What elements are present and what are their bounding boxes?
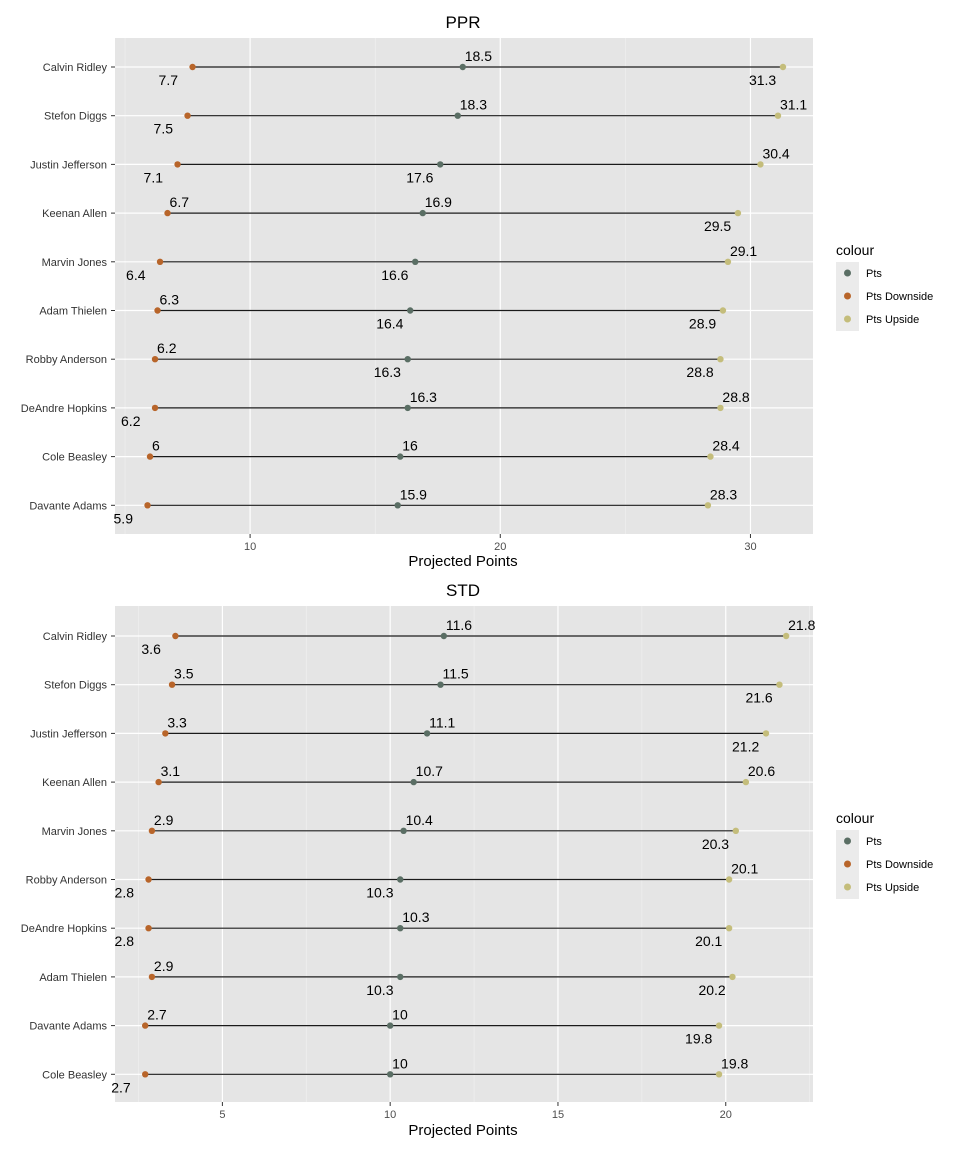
- ppr-point-pts-7: [405, 405, 411, 411]
- ppr-point-downside-6: [152, 356, 158, 362]
- std-value-label-pts-1: 11.5: [442, 665, 469, 682]
- std-value-label-pts-0: 11.6: [445, 617, 473, 633]
- ppr-y-tick-label-7: DeAndre Hopkins: [20, 402, 107, 415]
- ppr-value-label-downside-3: 6.7: [169, 194, 190, 211]
- std-value-label-downside-5: 2.8: [114, 884, 135, 901]
- std-value-label-upside-9: 19.8: [721, 1055, 749, 1072]
- std-value-label-downside-8: 2.7: [147, 1006, 167, 1023]
- ppr-value-label-downside-4: 6.4: [126, 266, 146, 283]
- std-value-label-pts-5: 10.3: [366, 884, 394, 901]
- ppr-value-label-upside-1: 31.1: [779, 96, 808, 113]
- ppr-value-label-upside-6: 28.8: [686, 364, 714, 381]
- std-point-upside-1: [776, 682, 782, 688]
- ppr-value-label-upside-3: 29.5: [703, 218, 732, 235]
- ppr-point-downside-1: [184, 113, 190, 119]
- ppr-value-label-pts-0: 18.5: [464, 48, 492, 64]
- ppr-point-downside-5: [154, 307, 160, 313]
- std-value-label-pts-8: 10: [392, 1006, 408, 1023]
- ppr-y-tick-label-4: Marvin Jones: [41, 256, 107, 269]
- std-point-downside-5: [145, 876, 151, 882]
- ppr-point-upside-9: [705, 502, 711, 508]
- ppr-point-upside-2: [757, 161, 763, 167]
- std-value-label-downside-0: 3.6: [141, 641, 161, 657]
- std-value-label-downside-4: 2.9: [153, 811, 174, 828]
- ppr-point-upside-8: [707, 453, 713, 459]
- ppr-legend-label-2: Pts Upside: [866, 314, 920, 326]
- ppr-legend-title: colour: [836, 242, 875, 258]
- ppr-point-pts-4: [412, 259, 418, 265]
- std-y-tick-label-8: Davante Adams: [29, 1020, 107, 1033]
- ppr-value-label-pts-6: 16.3: [373, 364, 401, 381]
- std-value-label-upside-5: 20.1: [731, 860, 759, 877]
- std-value-label-upside-0: 21.8: [788, 617, 816, 633]
- ppr-value-label-upside-2: 30.4: [762, 145, 790, 162]
- std-legend-key-1: [844, 861, 851, 868]
- std-x-tick-label-10: 10: [384, 1109, 397, 1121]
- ppr-value-label-upside-8: 28.4: [712, 437, 740, 454]
- std-title: STD: [446, 581, 480, 600]
- ppr-y-tick-label-6: Robby Anderson: [25, 354, 107, 367]
- std-value-label-pts-7: 10.3: [366, 981, 394, 998]
- ppr-value-label-upside-5: 28.9: [688, 315, 717, 332]
- ppr-point-upside-1: [775, 113, 781, 119]
- ppr-y-tick-label-5: Adam Thielen: [39, 305, 107, 318]
- ppr-point-downside-4: [157, 259, 163, 265]
- ppr-value-label-downside-9: 5.9: [113, 510, 133, 527]
- std-value-label-downside-7: 2.9: [153, 957, 174, 974]
- std-point-downside-8: [142, 1022, 148, 1028]
- ppr-point-upside-3: [735, 210, 741, 216]
- ppr-point-pts-2: [437, 161, 443, 167]
- std-value-label-pts-4: 10.4: [405, 811, 433, 828]
- std-value-label-downside-3: 3.1: [160, 763, 181, 780]
- ppr-legend-key-0: [844, 270, 851, 277]
- ppr-value-label-upside-7: 28.8: [722, 388, 750, 405]
- std-point-upside-6: [726, 925, 732, 931]
- std-value-label-upside-1: 21.6: [745, 689, 773, 706]
- ppr-value-label-downside-0: 7.7: [158, 72, 179, 88]
- std-point-pts-4: [400, 828, 406, 834]
- std-value-label-upside-8: 19.8: [685, 1030, 713, 1047]
- std-point-upside-8: [716, 1022, 722, 1028]
- ppr-x-axis-label: Projected Points: [408, 553, 518, 570]
- std-x-tick-label-15: 15: [551, 1109, 565, 1121]
- std-point-upside-7: [729, 974, 735, 980]
- std-legend-title: colour: [836, 810, 875, 826]
- std-point-pts-0: [441, 633, 447, 639]
- ppr-value-label-downside-2: 7.1: [143, 169, 164, 186]
- std-value-label-downside-2: 3.3: [167, 714, 187, 731]
- std-point-upside-0: [783, 633, 789, 639]
- std-value-label-pts-6: 10.3: [402, 909, 430, 926]
- ppr-value-label-downside-5: 6.3: [159, 291, 179, 308]
- std-legend-label-2: Pts Upside: [866, 882, 920, 894]
- ppr-point-upside-4: [725, 259, 731, 265]
- ppr-point-upside-5: [720, 307, 726, 313]
- ppr-point-pts-9: [395, 502, 401, 508]
- std-legend-label-0: Pts: [866, 836, 882, 848]
- std-legend-key-0: [844, 838, 851, 845]
- std-point-pts-1: [437, 682, 443, 688]
- std-value-label-pts-2: 11.1: [429, 714, 456, 731]
- std-point-pts-2: [424, 730, 430, 736]
- ppr-x-tick-label-30: 30: [744, 541, 757, 553]
- ppr-point-downside-0: [189, 64, 195, 70]
- ppr-point-upside-7: [717, 405, 723, 411]
- ppr-legend-key-2: [844, 316, 851, 323]
- ppr-value-label-downside-7: 6.2: [121, 412, 141, 429]
- std-point-downside-1: [169, 682, 175, 688]
- std-point-upside-5: [726, 876, 732, 882]
- std-point-pts-5: [397, 876, 403, 882]
- std-panel: [21, 581, 933, 1139]
- std-point-downside-0: [172, 633, 178, 639]
- std-point-pts-6: [397, 925, 403, 931]
- ppr-value-label-upside-9: 28.3: [709, 486, 738, 503]
- std-point-downside-7: [149, 974, 155, 980]
- std-x-tick-label-20: 20: [719, 1109, 732, 1121]
- std-value-label-pts-9: 10: [392, 1055, 408, 1072]
- ppr-value-label-pts-3: 16.9: [424, 194, 452, 211]
- ppr-y-tick-label-3: Keenan Allen: [42, 208, 107, 221]
- std-point-upside-4: [733, 828, 739, 834]
- ppr-value-label-pts-8: 16: [402, 437, 418, 454]
- ppr-point-downside-8: [147, 453, 153, 459]
- ppr-y-tick-label-8: Cole Beasley: [42, 451, 107, 464]
- std-legend-label-1: Pts Downside: [866, 859, 934, 871]
- std-y-tick-label-7: Adam Thielen: [39, 971, 107, 984]
- ppr-x-tick-label-10: 10: [243, 541, 257, 553]
- ppr-y-tick-label-1: Stefon Diggs: [44, 110, 107, 123]
- std-value-label-pts-3: 10.7: [415, 763, 443, 780]
- std-point-pts-7: [397, 974, 403, 980]
- ppr-y-tick-label-9: Davante Adams: [29, 500, 107, 513]
- std-value-label-upside-4: 20.3: [701, 835, 730, 852]
- ppr-value-label-pts-4: 16.6: [381, 266, 409, 283]
- std-value-label-downside-6: 2.8: [114, 933, 135, 950]
- std-y-tick-label-3: Keenan Allen: [42, 777, 107, 790]
- std-legend-key-2: [844, 884, 851, 891]
- std-point-pts-8: [387, 1022, 393, 1028]
- std-value-label-downside-9: 2.7: [111, 1079, 131, 1096]
- ppr-value-label-upside-4: 29.1: [729, 242, 758, 259]
- std-point-upside-9: [716, 1071, 722, 1077]
- ppr-value-label-pts-7: 16.3: [409, 388, 437, 405]
- std-point-pts-9: [387, 1071, 393, 1077]
- ppr-point-pts-5: [407, 307, 413, 313]
- ppr-point-upside-0: [780, 64, 786, 70]
- std-y-tick-label-0: Calvin Ridley: [42, 631, 107, 643]
- std-value-label-upside-6: 20.1: [695, 933, 723, 950]
- ppr-value-label-pts-2: 17.6: [406, 169, 434, 186]
- ppr-point-downside-2: [174, 161, 180, 167]
- ppr-title: PPR: [445, 13, 481, 32]
- ppr-legend-key-1: [844, 293, 851, 300]
- std-y-tick-label-4: Marvin Jones: [41, 825, 107, 838]
- std-y-tick-label-2: Justin Jefferson: [30, 728, 107, 741]
- ppr-value-label-downside-1: 7.5: [153, 120, 174, 137]
- std-value-label-downside-1: 3.5: [174, 665, 194, 682]
- std-y-tick-label-1: Stefon Diggs: [44, 679, 107, 692]
- std-point-pts-3: [410, 779, 416, 785]
- std-x-axis-label: Projected Points: [408, 1122, 518, 1139]
- std-point-upside-3: [743, 779, 749, 785]
- std-point-downside-9: [142, 1071, 148, 1077]
- std-value-label-upside-7: 20.2: [698, 981, 726, 998]
- std-value-label-upside-3: 20.6: [747, 763, 776, 780]
- std-value-label-upside-2: 21.2: [732, 738, 760, 755]
- ppr-panel: [21, 13, 933, 570]
- ppr-point-upside-6: [717, 356, 723, 362]
- ppr-legend-label-0: Pts: [866, 268, 882, 280]
- std-point-downside-4: [149, 828, 155, 834]
- std-x-tick-label-5: 5: [219, 1109, 226, 1121]
- ppr-value-label-pts-5: 16.4: [376, 315, 404, 332]
- ppr-point-downside-9: [144, 502, 150, 508]
- std-point-upside-2: [763, 730, 769, 736]
- std-y-tick-label-6: DeAndre Hopkins: [20, 923, 107, 936]
- ppr-point-pts-8: [397, 453, 403, 459]
- ppr-point-downside-7: [152, 405, 158, 411]
- std-y-tick-label-9: Cole Beasley: [42, 1069, 107, 1082]
- ppr-value-label-downside-6: 6.2: [157, 340, 177, 357]
- ppr-point-pts-1: [455, 113, 461, 119]
- ppr-x-tick-label-20: 20: [494, 541, 507, 553]
- std-y-tick-label-5: Robby Anderson: [25, 874, 107, 887]
- ppr-point-pts-3: [420, 210, 426, 216]
- ppr-y-tick-label-0: Calvin Ridley: [42, 62, 107, 74]
- ppr-legend-label-1: Pts Downside: [866, 291, 934, 303]
- ppr-value-label-upside-0: 31.3: [748, 72, 777, 88]
- ppr-point-pts-0: [460, 64, 466, 70]
- std-point-downside-2: [162, 730, 168, 736]
- std-point-downside-3: [155, 779, 161, 785]
- ppr-value-label-pts-1: 18.3: [459, 96, 487, 113]
- ppr-value-label-downside-8: 6: [152, 437, 160, 454]
- std-point-downside-6: [145, 925, 151, 931]
- ppr-value-label-pts-9: 15.9: [399, 486, 427, 503]
- ppr-y-tick-label-2: Justin Jefferson: [30, 159, 107, 172]
- ppr-point-downside-3: [164, 210, 170, 216]
- ppr-point-pts-6: [405, 356, 411, 362]
